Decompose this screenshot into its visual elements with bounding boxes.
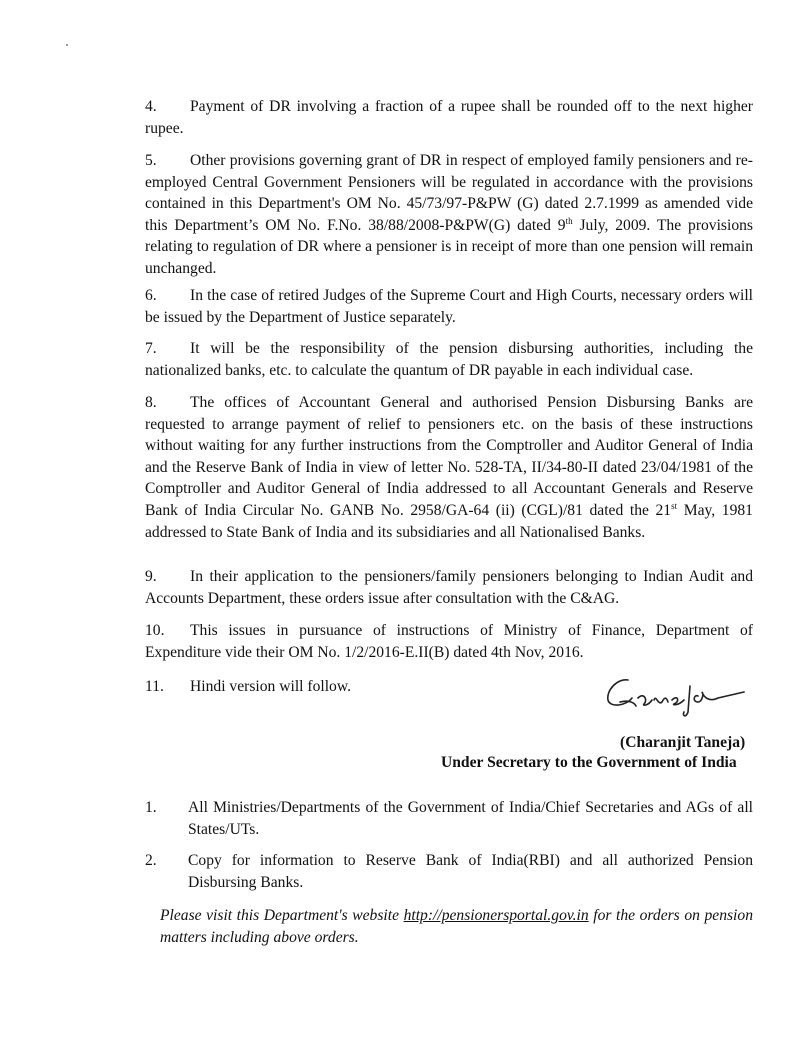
paragraph-text-cont: July, 2009. The provisions relating to regulation of DR where a pensioner is in receipt of more than one pension will remain unchanged. <box>145 216 753 277</box>
distribution-item-1 <box>145 797 753 840</box>
paragraph-text: This issues in pursuance of instructions of Ministry of Finance, Department of Expenditure vide their OM No. 1/2/2016-E.II(B) dated 4th Nov, 2016. <box>145 622 753 661</box>
paragraph-8 <box>145 392 753 543</box>
distribution-item-2 <box>145 850 753 893</box>
paragraph-number: 10. <box>145 622 165 639</box>
list-number: 1. <box>145 799 157 816</box>
list-text: Copy for information to Reserve Bank of India(RBI) and all authorized Pension Disbursing Banks. <box>188 852 753 891</box>
paragraph-text: Payment of DR involving a fraction of a rupee shall be rounded off to the next higher rupee. <box>145 98 753 137</box>
paragraph-text: In their application to the pensioners/family pensioners belonging to Indian Audit and Accounts Department, these orders issue after consultation with the C&AG. <box>145 568 753 607</box>
handwritten-signature <box>598 672 748 720</box>
paragraph-number: 4. <box>145 98 157 115</box>
paragraph-text: Hindi version will follow. <box>190 678 351 695</box>
paragraph-text-cont: May, 1981 addressed to State Bank of India and its subsidiaries and all Nationalised Banks. <box>145 501 753 541</box>
list-number: 2. <box>145 852 157 869</box>
website-link[interactable]: http://pensionersportal.gov.in <box>403 907 589 924</box>
paragraph-number: 6. <box>145 287 157 304</box>
paragraph-number: 8. <box>145 394 157 411</box>
paragraph-5 <box>145 150 753 280</box>
paragraph-7 <box>145 338 753 381</box>
paragraph-6 <box>145 285 753 328</box>
superscript: th <box>565 215 573 226</box>
paragraph-10 <box>145 620 753 663</box>
paragraph-number: 5. <box>145 152 157 169</box>
note-text-cont: for the orders on pension matters including above orders. <box>160 907 753 946</box>
signatory-designation: Under Secretary to the Government of India <box>441 754 737 771</box>
paragraph-number: 11. <box>145 678 164 695</box>
paragraph-number: 7. <box>145 340 157 357</box>
note-text: Please visit this Department's website <box>160 907 404 924</box>
paragraph-9 <box>145 566 753 609</box>
list-text: All Ministries/Departments of the Government of India/Chief Secretaries and AGs of all States/UTs. <box>188 799 753 838</box>
website-note <box>160 905 753 948</box>
paragraph-number: 9. <box>145 568 157 585</box>
paragraph-text: Other provisions governing grant of DR in respect of employed family pensioners and re-employed Central Government Pensioners will be regulated in accordance with the provisions contained in this Department's OM No. 45/73/97-P&PW (G) dated 2.7.1999 as amended vide this Department’s OM No. F.No. 38/88/2008-P&PW(G) dated 9 <box>145 152 753 234</box>
superscript: st <box>671 500 678 511</box>
paragraph-4 <box>145 96 753 139</box>
paragraph-text: In the case of retired Judges of the Supreme Court and High Courts, necessary orders will be issued by the Department of Justice separately. <box>145 287 753 326</box>
paragraph-text: It will be the responsibility of the pension disbursing authorities, including the nationalized banks, etc. to calculate the quantum of DR payable in each individual case. <box>145 340 753 379</box>
paragraph-text: The offices of Accountant General and authorised Pension Disbursing Banks are requested to arrange payment of relief to pensioners etc. on the basis of these instructions without waiting for any further instructions from the Comptroller and Auditor General of India and the Reserve Bank of India in view of letter No. 528-TA, II/34-80-II dated 23/04/1981 of the Comptroller and Auditor General of India addressed to all Accountant Generals and Reserve Bank of India Circular No. GANB No. 2958/GA-64 (ii) (CGL)/81 dated the 21 <box>145 394 753 519</box>
signatory-name: (Charanjit Taneja) <box>620 734 746 751</box>
scan-speck <box>66 44 68 46</box>
